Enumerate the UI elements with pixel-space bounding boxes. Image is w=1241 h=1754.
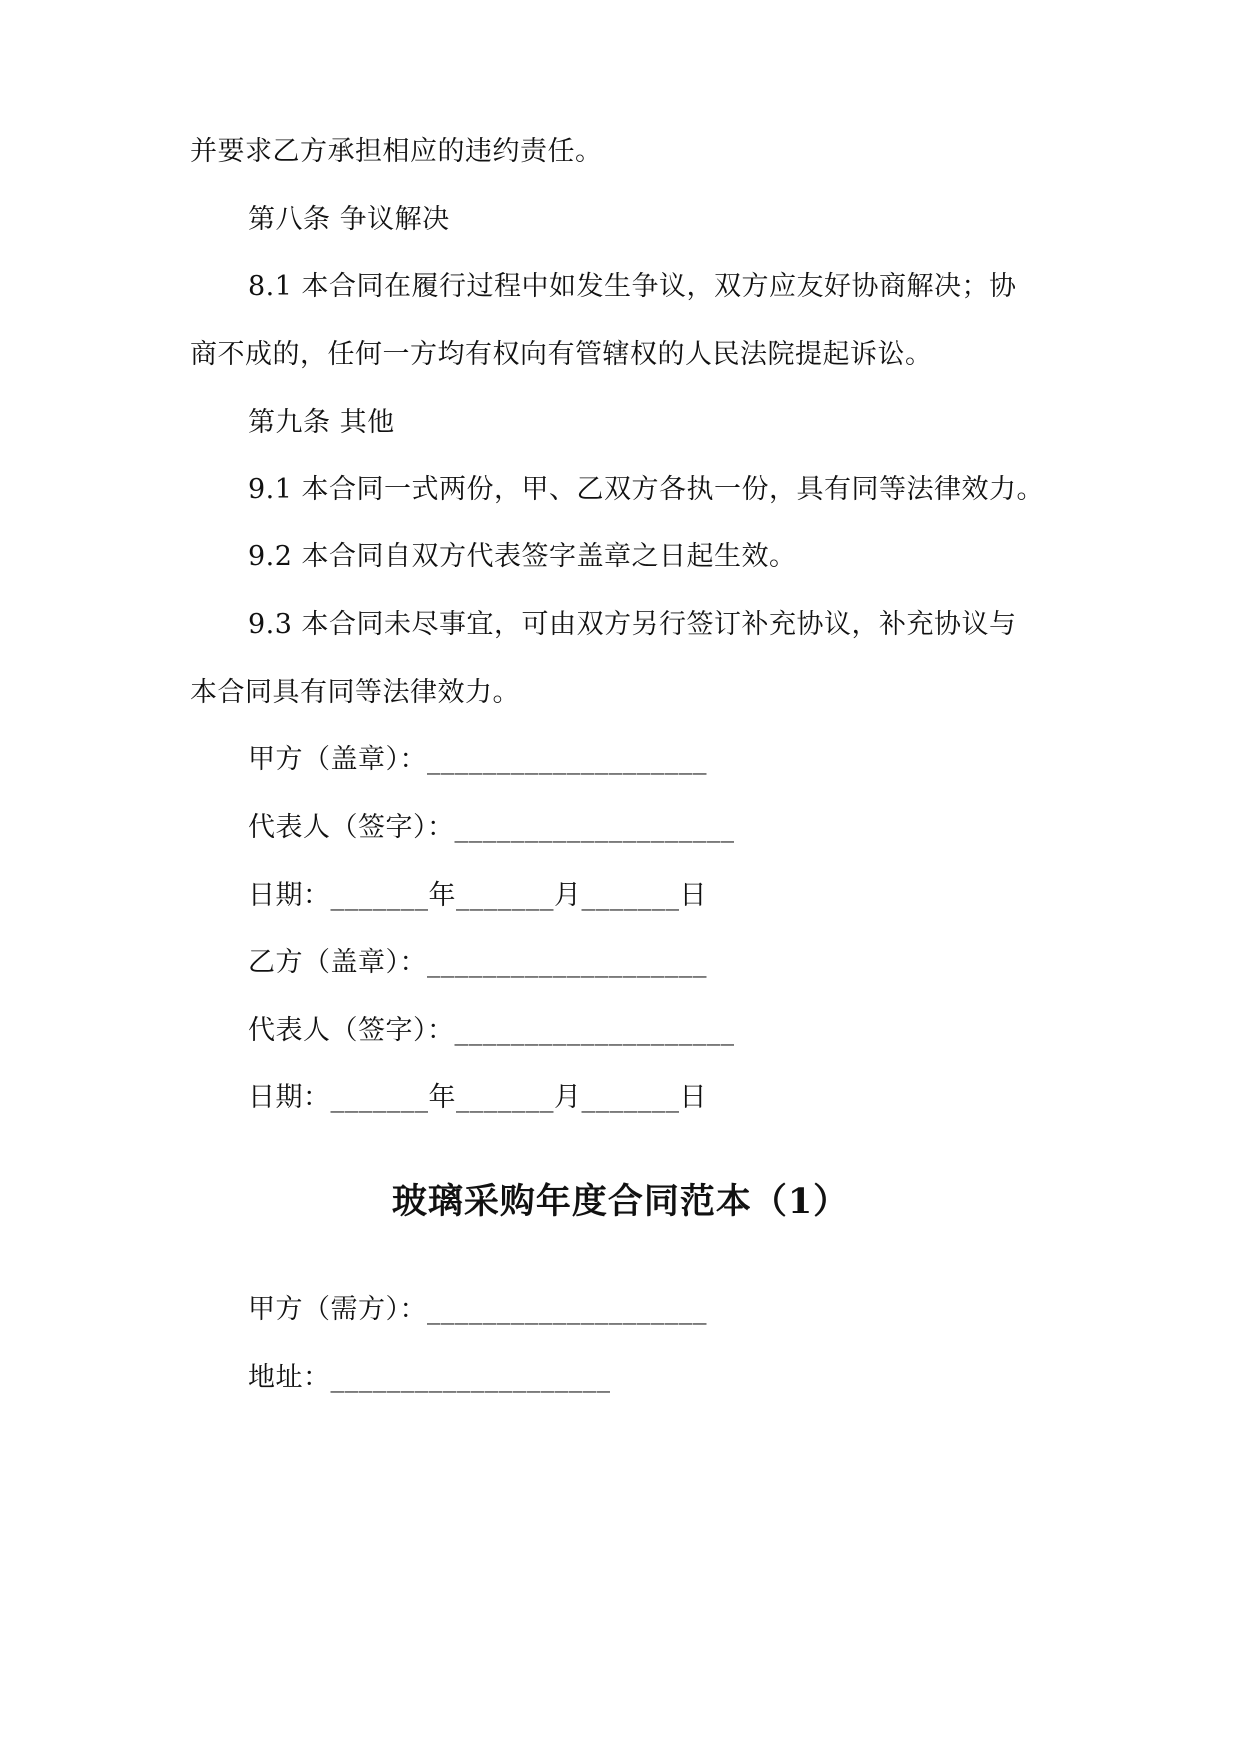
clause-8-1-line-1: 8.1 本合同在履行过程中如发生争议，双方应友好协商解决；协 [248,271,1017,302]
clause-9-3-line-1: 9.3 本合同未尽事宜，可由双方另行签订补充协议，补充协议与 [248,609,1017,640]
party-a-seal-field: 甲方（盖章）：____________________ [248,744,707,775]
party-b-representative-field: 代表人（签字）：____________________ [248,1015,735,1046]
article-8-heading: 第八条 争议解决 [248,204,450,235]
paragraph-breach-liability: 并要求乙方承担相应的违约责任。 [190,136,603,167]
article-9-heading: 第九条 其他 [248,407,395,438]
clause-9-2: 9.2 本合同自双方代表签字盖章之日起生效。 [248,541,797,572]
clause-9-3-line-2: 本合同具有同等法律效力。 [190,677,520,708]
party-b-seal-field: 乙方（盖章）：____________________ [248,947,707,978]
contract-title: 玻璃采购年度合同范本（1） [391,1181,850,1222]
party-a-buyer-field: 甲方（需方）：____________________ [248,1294,707,1325]
address-field: 地址：____________________ [248,1362,611,1393]
party-b-date-field: 日期：_______年_______月_______日 [248,1082,707,1113]
party-a-date-field: 日期：_______年_______月_______日 [248,880,707,911]
clause-8-1-line-2: 商不成的，任何一方均有权向有管辖权的人民法院提起诉讼。 [190,339,933,370]
party-a-representative-field: 代表人（签字）：____________________ [248,812,735,843]
clause-9-1: 9.1 本合同一式两份，甲、乙双方各执一份，具有同等法律效力。 [248,474,1045,505]
